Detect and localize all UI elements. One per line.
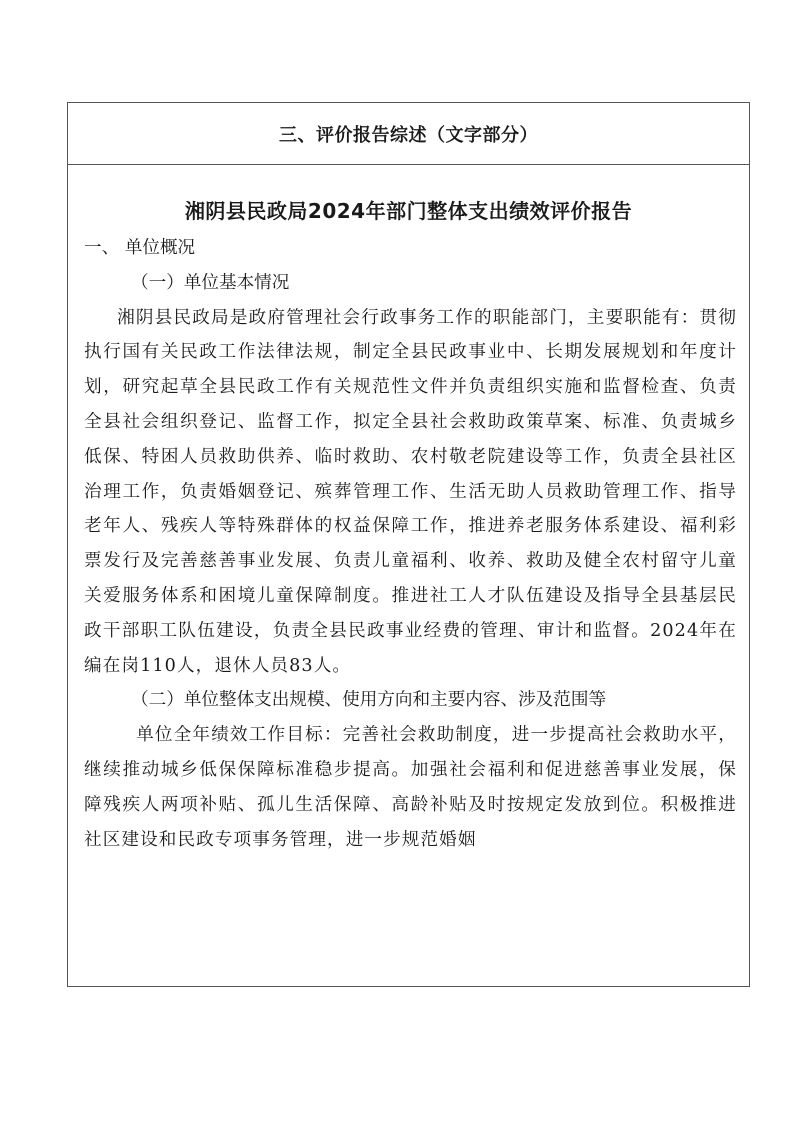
report-title: 湘阴县民政局2024年部门整体支出绩效评价报告	[184, 199, 633, 223]
paragraph-unit-basic-info	[84, 301, 737, 684]
report-body	[84, 231, 737, 857]
paragraph-text: 湘阴县民政局是政府管理社会行政事务工作的职能部门，主要职能有：贯彻执行国有关民政工作法律法规，制定全县民政事业中、长期发展规划和年度计划，研究起草全县民政工作有关规范性文件并负责组织实施和监督检查、负责全县社会组织登记、监督工作，拟定全县社会救助政策草案、标准、负责城乡低保、特困人员救助供养、临时救助、农村敬老院建设等工作，负责全县社区治理工作，负责婚姻登记、殡葬管理工作、生活无助人员救助管理工作、指导老年人、残疾人等特殊群体的权益保障工作，推进养老服务体系建设、福利彩票发行及完善慈善事业发展、负责儿童福利、收养、救助及健全农村留守儿童关爱服务体系和困境儿童保障制度。推进社工人才队伍建设及指导全县基层民政干部职工队伍建设，负责全县民政事业经费的管理、审计和监督。2024年在编在岗110人，退休人员83人。	[84, 307, 737, 676]
section-header-row	[68, 103, 749, 165]
report-frame	[67, 102, 750, 987]
heading-unit-basic-info: （一）单位基本情况	[131, 272, 290, 293]
section-title: 三、评价报告综述（文字部分）	[279, 124, 538, 146]
paragraph-performance-goals	[84, 718, 737, 857]
heading-unit-overview: 一、 单位概况	[84, 238, 196, 258]
paragraph-text: 单位全年绩效工作目标：完善社会救助制度，进一步提高社会救助水平，继续推动城乡低保保障标准稳步提高。加强社会福利和促进慈善事业发展，保障残疾人两项补贴、孤儿生活保障、高龄补贴及时按规定发放到位。积极推进社区建设和民政专项事务管理，进一步规范婚姻	[84, 725, 737, 850]
heading-expenditure-scope: （二）单位整体支出规模、使用方向和主要内容、涉及范围等	[131, 690, 607, 711]
